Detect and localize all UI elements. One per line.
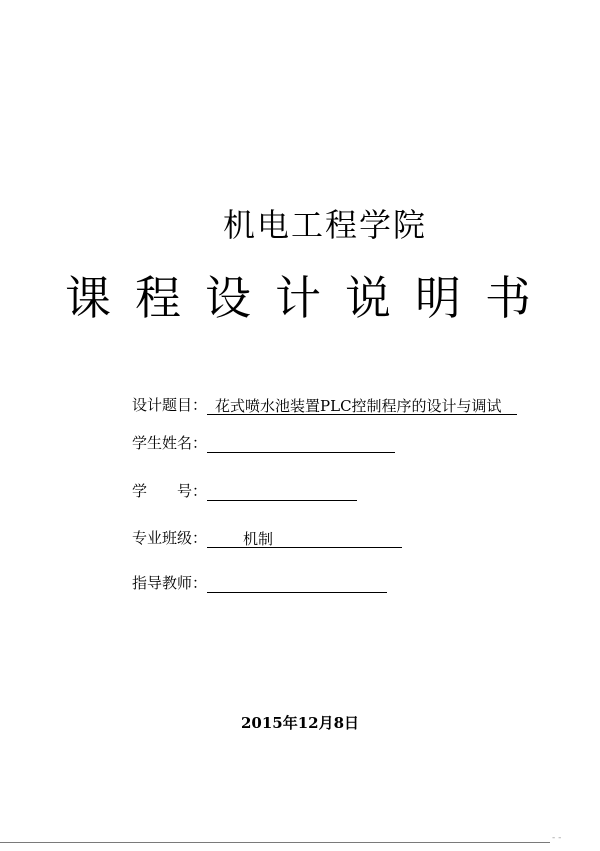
topic-label: 设计题目：: [132, 396, 208, 414]
institution-name: 机电工程学院: [222, 206, 427, 244]
footer-corner-mark: - -: [552, 833, 562, 843]
student-name-field: [132, 432, 395, 453]
advisor-value: [207, 575, 387, 593]
advisor-label: 指导教师：: [132, 574, 208, 592]
student-id-label: 学 号：: [132, 482, 208, 500]
major-class-label: 专业班级：: [132, 529, 208, 547]
student-id-value: [207, 483, 357, 501]
document-date: 2015年12月8日: [240, 714, 360, 732]
footer-divider: [0, 842, 550, 843]
document-title: 课程设计说明书: [65, 271, 555, 325]
student-name-label: 学生姓名：: [132, 434, 208, 452]
major-class-value: 机制: [207, 530, 402, 548]
topic-value: 花式喷水池装置PLC控制程序的设计与调试: [207, 397, 517, 415]
student-name-value: [207, 435, 395, 453]
major-class-field: [132, 527, 402, 548]
topic-field: [132, 394, 517, 415]
student-id-field: [132, 480, 357, 501]
advisor-field: [132, 572, 387, 593]
